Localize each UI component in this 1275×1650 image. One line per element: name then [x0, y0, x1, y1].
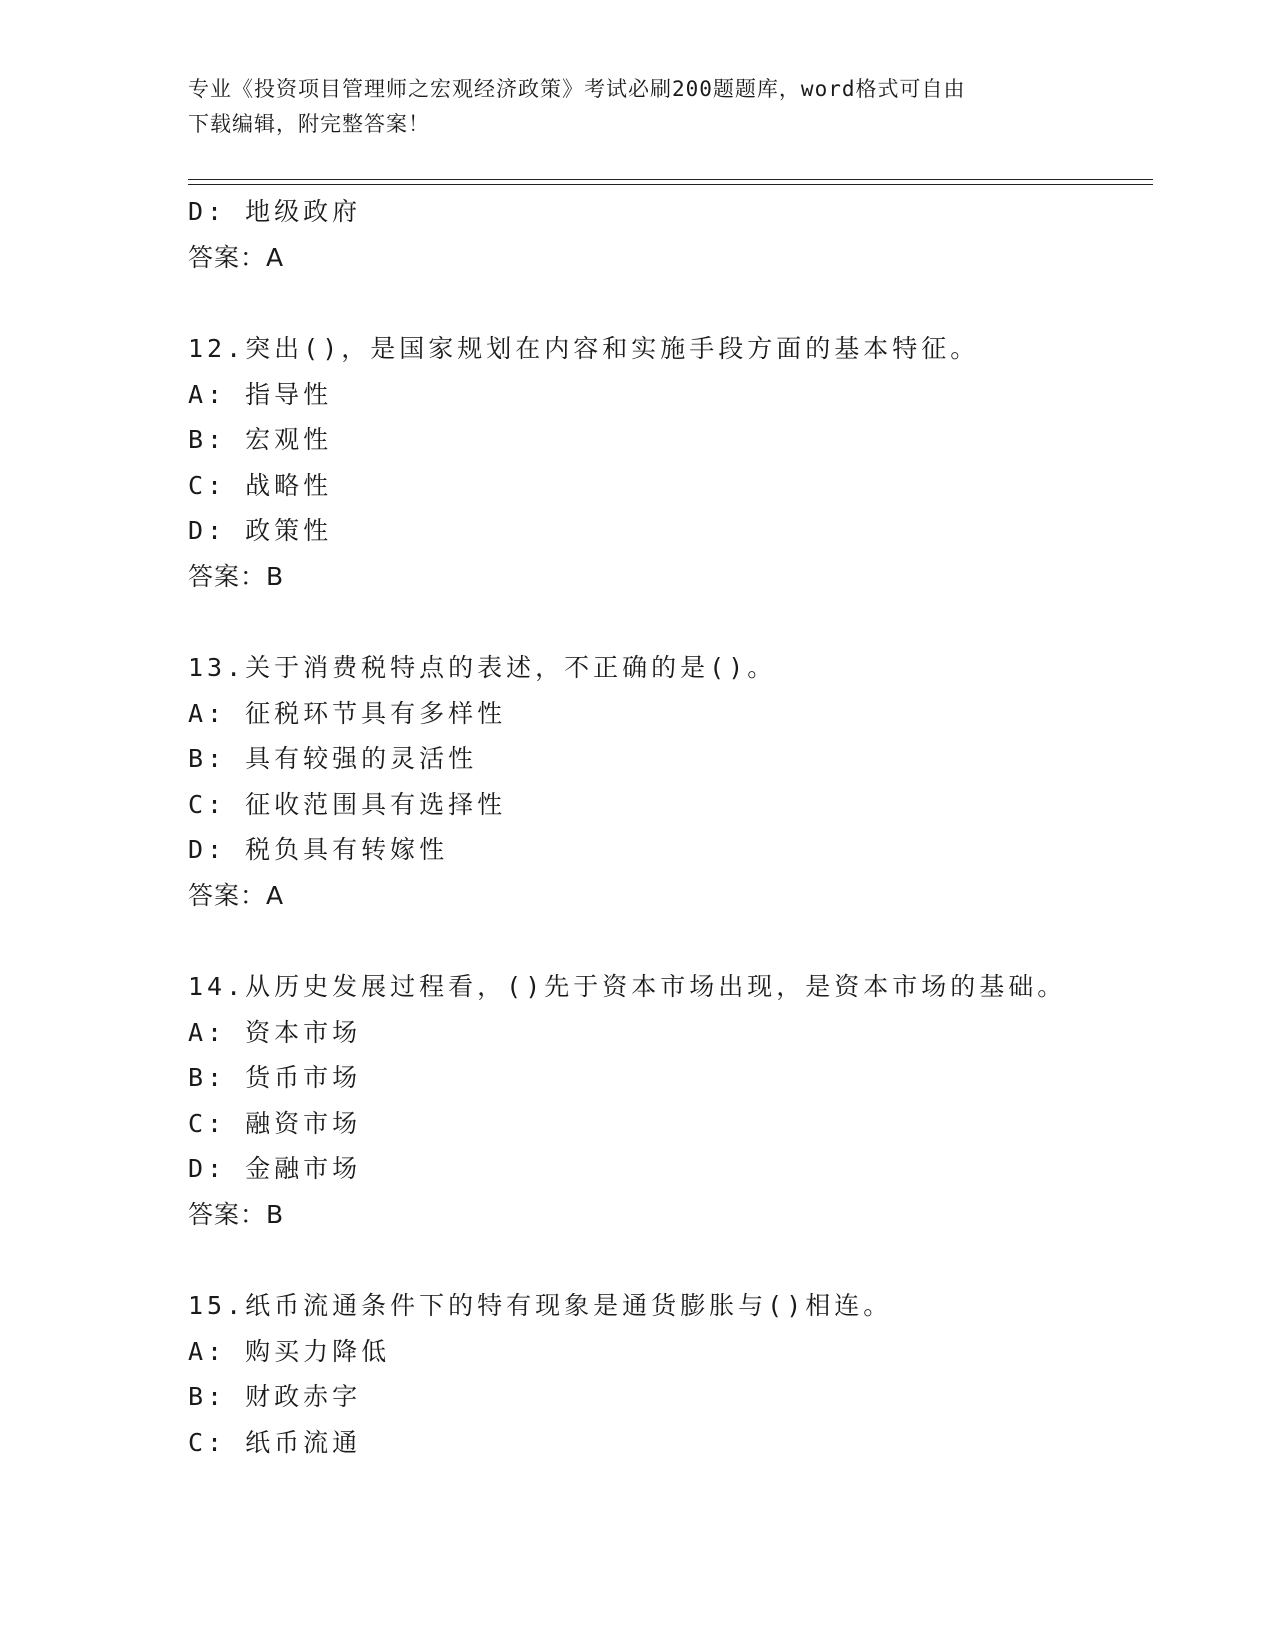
question-14 [188, 964, 1153, 1237]
question-list [188, 189, 1153, 1465]
option-d: D: 政策性 [188, 516, 333, 545]
option-c: C: 纸币流通 [188, 1427, 362, 1457]
header-divider-bottom [188, 184, 1153, 185]
option-d: D: 金融市场 [188, 1154, 362, 1183]
option-d: D: 税负具有转嫁性 [188, 835, 449, 864]
answer-line: 答案：B [188, 1199, 285, 1229]
option-a: A: 征税环节具有多样性 [188, 698, 507, 728]
document-header [188, 72, 1088, 142]
header-line-2: 下载编辑，附完整答案！ [188, 112, 430, 136]
previous-question-tail [188, 189, 1153, 280]
header-divider-top [188, 179, 1153, 180]
option-a: A: 指导性 [188, 379, 333, 409]
option-a: A: 购买力降低 [188, 1336, 391, 1366]
question-stem: 13.关于消费税特点的表述，不正确的是()。 [188, 653, 777, 682]
option-b: B: 具有较强的灵活性 [188, 744, 478, 773]
question-stem: 14.从历史发展过程看，()先于资本市场出现，是资本市场的基础。 [188, 972, 1067, 1001]
answer-line: 答案：A [188, 242, 285, 272]
question-12 [188, 326, 1153, 599]
option-a: A: 资本市场 [188, 1017, 362, 1047]
option-c: C: 战略性 [188, 470, 333, 500]
spacer [188, 280, 1153, 326]
option-c: C: 融资市场 [188, 1108, 362, 1138]
option-c: C: 征收范围具有选择性 [188, 789, 507, 819]
spacer [188, 918, 1153, 964]
answer-line: 答案：B [188, 561, 285, 591]
question-13 [188, 645, 1153, 918]
spacer [188, 599, 1153, 645]
option-d: D: 地级政府 [188, 197, 362, 226]
option-b: B: 财政赤字 [188, 1382, 362, 1411]
question-stem: 15.纸币流通条件下的特有现象是通货膨胀与()相连。 [188, 1291, 893, 1320]
question-stem: 12.突出()，是国家规划在内容和实施手段方面的基本特征。 [188, 334, 980, 363]
option-b: B: 宏观性 [188, 425, 333, 454]
question-15 [188, 1283, 1153, 1465]
spacer [188, 1237, 1153, 1283]
answer-line: 答案：A [188, 880, 285, 910]
header-line-1: 专业《投资项目管理师之宏观经济政策》考试必刷200题题库，word格式可自由 [188, 77, 966, 101]
option-b: B: 货币市场 [188, 1063, 362, 1092]
